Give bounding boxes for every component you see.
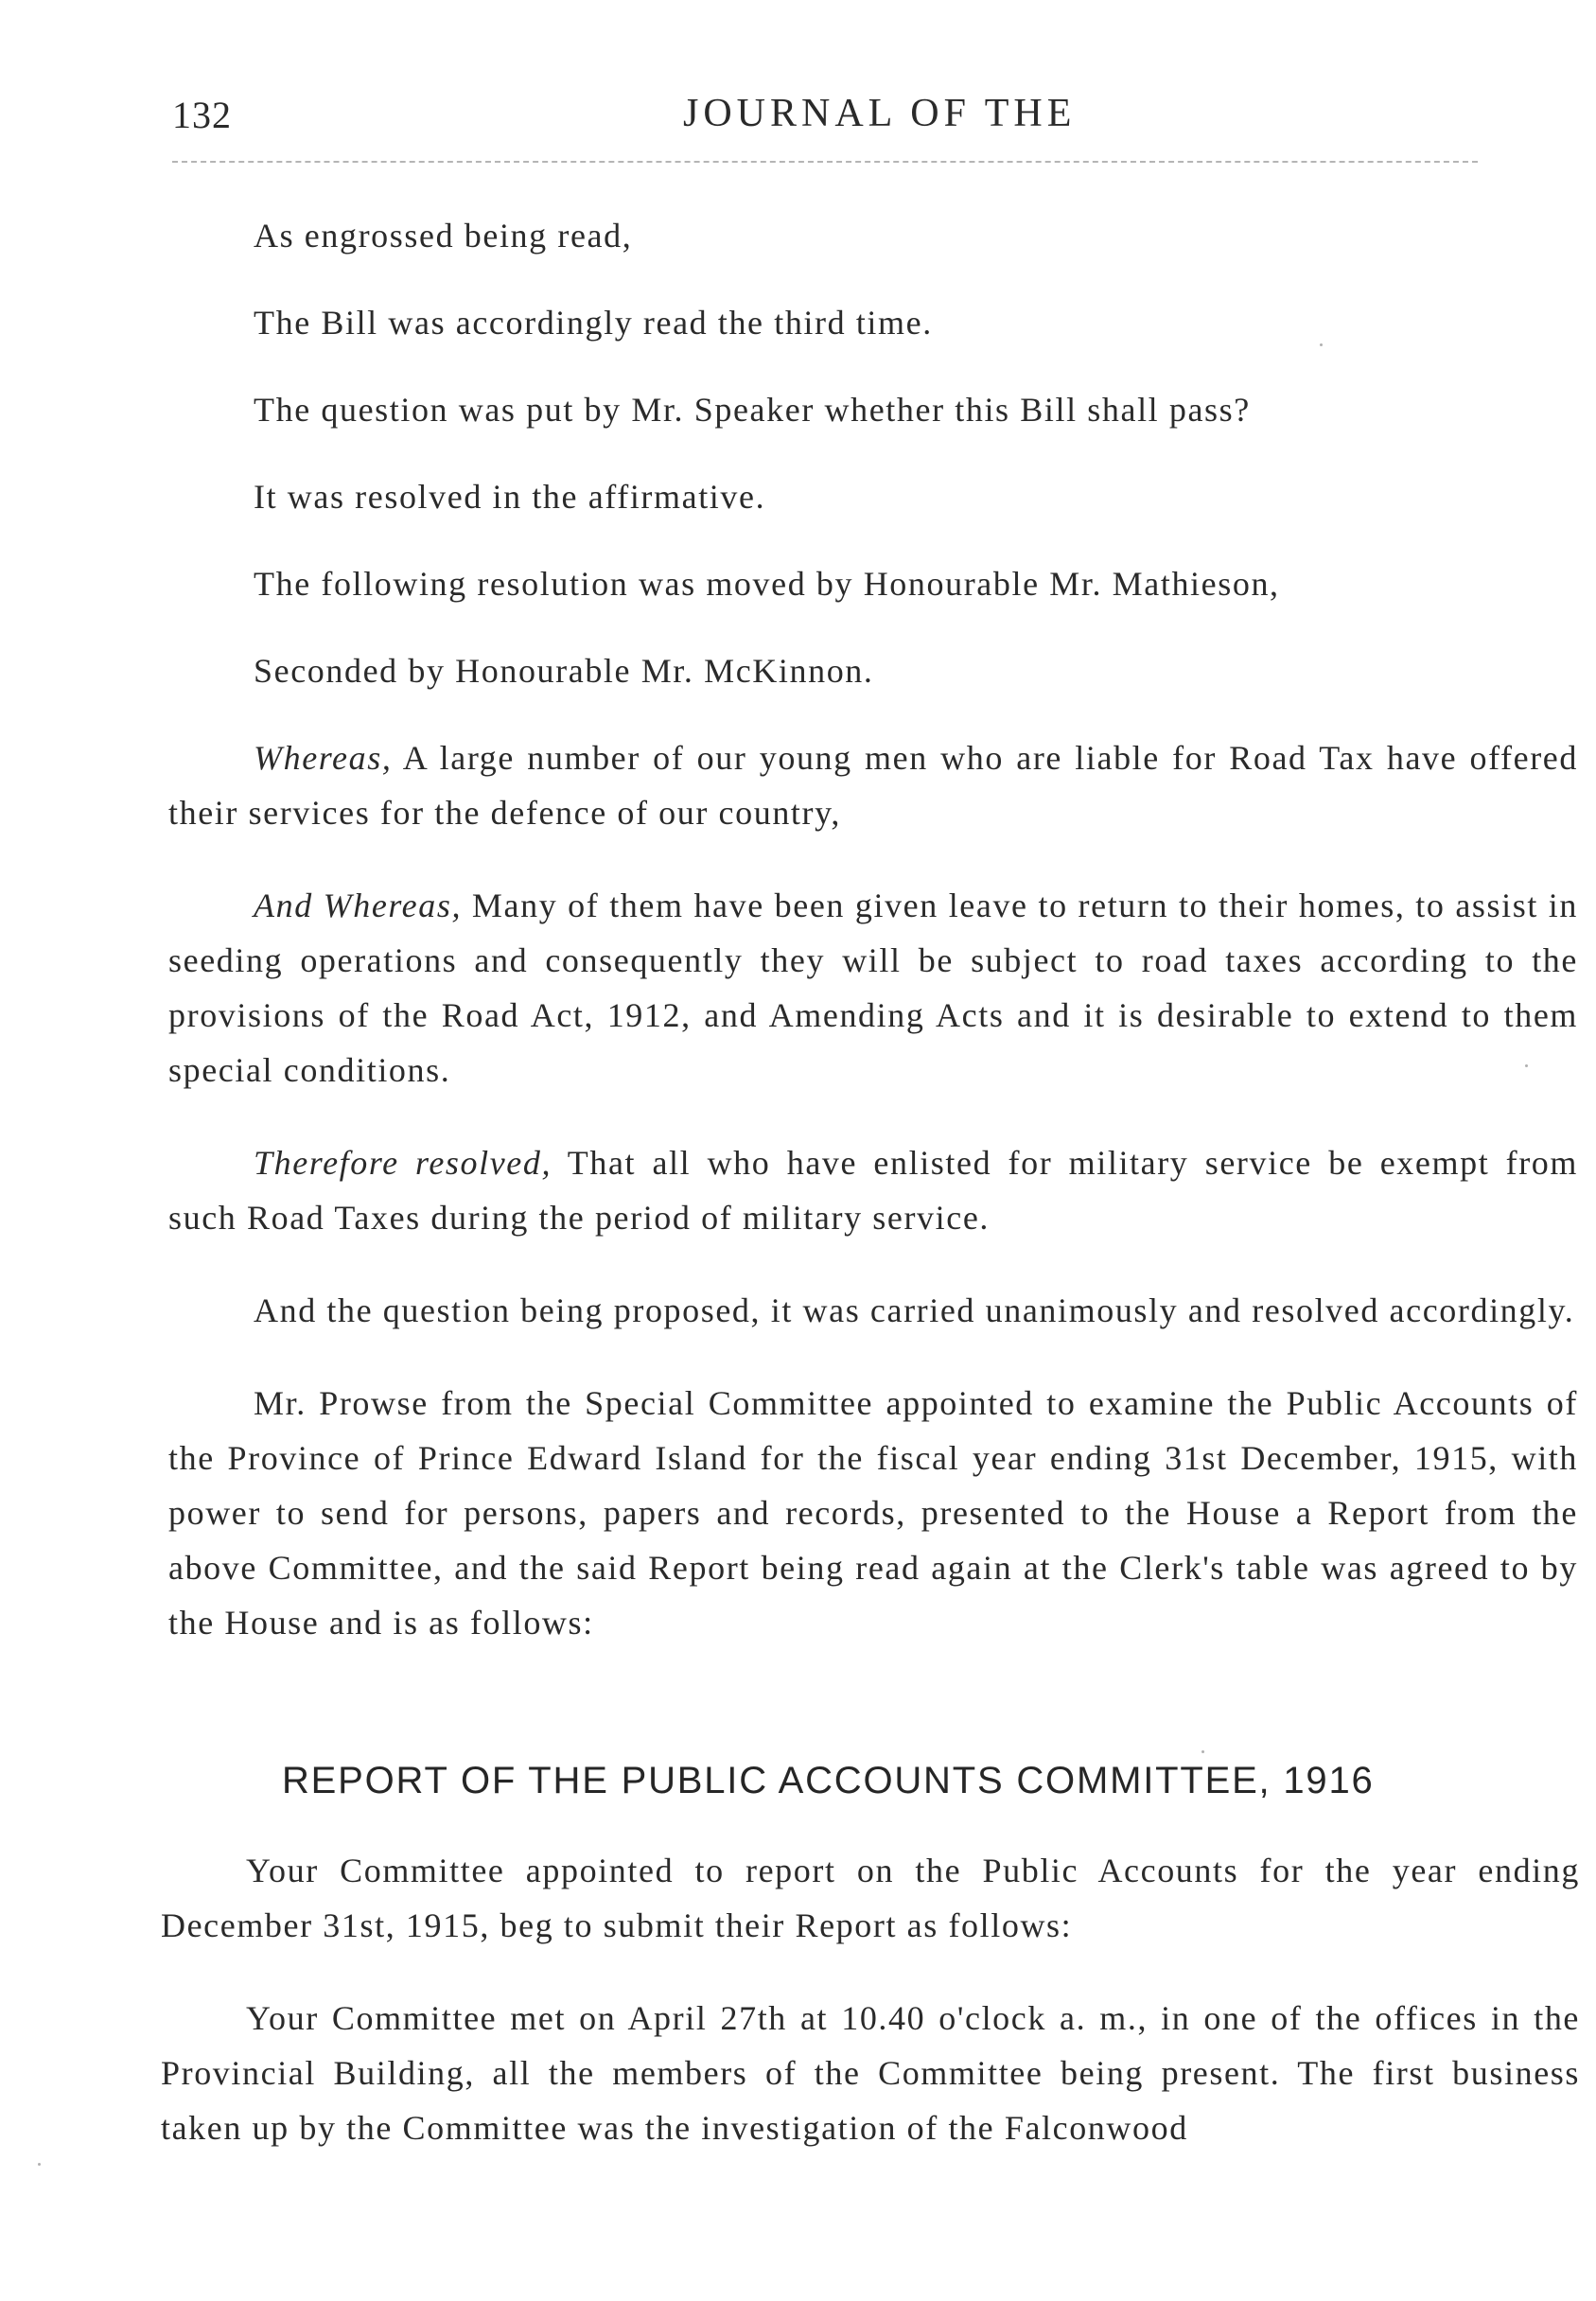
journal-body: [168, 208, 1578, 1650]
paragraph-prowse-report: Mr. Prowse from the Special Committee appointed to examine the Public Accounts of the Province of Prince Edward Island for the fiscal year ending 31st December, 1915, with power to send for persons, papers and records, presented to the House a Report from the above Committee, and the said Report being read again at the Clerk's table was agreed to by the House and is as follows:: [168, 1384, 1578, 1642]
therefore-resolved-lead: Therefore resolved,: [254, 1144, 552, 1182]
whereas-lead: Whereas,: [254, 739, 393, 777]
report-body: [161, 1843, 1580, 2155]
print-speck: [38, 2163, 41, 2166]
paragraph-resolution-moved: The following resolution was moved by Honourable Mr. Mathieson,: [254, 565, 1280, 603]
paragraph-question-proposed: And the question being proposed, it was carried unanimously and resolved accordingly.: [254, 1291, 1575, 1329]
and-whereas-text: Many of them have been given leave to return to their homes, to assist in seeding operations and consequently they will be subject to road taxes according to the provisions of the Road Act, 1912, and Amending Acts and it is desirable to extend to them special conditions.: [168, 887, 1578, 1089]
therefore-resolved-text: That all who have enlisted for military service be exempt from such Road Taxes during the period of military service.: [168, 1144, 1579, 1237]
page-header: [172, 87, 1478, 144]
paragraph-resolved-affirmative: It was resolved in the affirmative.: [254, 478, 766, 516]
print-speck: [1320, 343, 1323, 346]
paragraph-and-whereas: [168, 878, 1578, 1098]
report-paragraph-intro: Your Committee appointed to report on the Public Accounts for the year ending December 31st, 1915, beg to submit their Report as follows:: [161, 1852, 1580, 1944]
print-speck: [1201, 1750, 1204, 1753]
page-number: 132: [172, 94, 232, 136]
report-title: REPORT OF THE PUBLIC ACCOUNTS COMMITTEE, 1916: [282, 1760, 1375, 1801]
paragraph-engrossed: As engrossed being read,: [254, 217, 633, 255]
paragraph-whereas: [168, 730, 1578, 840]
whereas-text: A large number of our young men who are liable for Road Tax have offered their services for the defence of our country,: [168, 739, 1578, 832]
paragraph-question-put: The question was put by Mr. Speaker whether this Bill shall pass?: [254, 391, 1251, 429]
report-paragraph-meeting: Your Committee met on April 27th at 10.40 o'clock a. m., in one of the offices in the Provincial Building, all the members of the Committee being present. The first business taken up by the Committee was the investigation of the Falconwood: [161, 1999, 1580, 2147]
paragraph-seconded: Seconded by Honourable Mr. McKinnon.: [254, 652, 874, 690]
and-whereas-lead: And Whereas,: [254, 887, 463, 924]
paragraph-third-reading: The Bill was accordingly read the third time.: [254, 304, 933, 342]
paragraph-therefore-resolved: [168, 1135, 1578, 1245]
header-rule: [172, 161, 1478, 163]
print-speck: [1525, 1064, 1528, 1067]
running-head: JOURNAL OF THE: [683, 92, 1077, 135]
